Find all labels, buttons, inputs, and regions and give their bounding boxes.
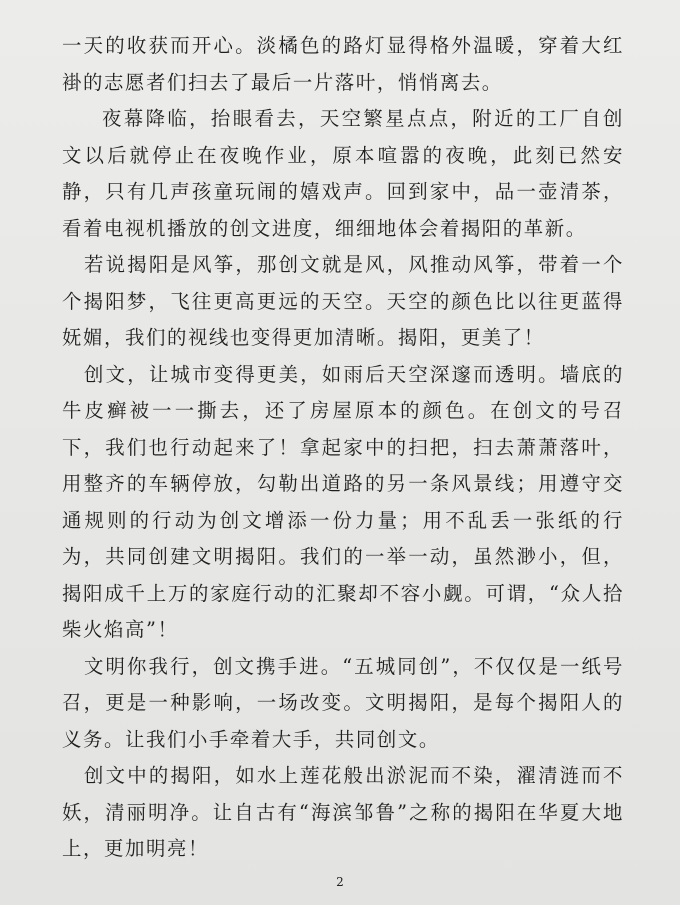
paragraph-5: 文明你我行，创文携手进。“五城同创”，不仅仅是一纸号召，更是一种影响，一场改变。文明揭阳，是每个揭阳人的义务。让我们小手牵着大手，共同创文。 <box>62 654 624 751</box>
paragraph-1: 一天的收获而开心。淡橘色的路灯显得格外温暖，穿着大红褂的志愿者们扫去了最后一片落叶，悄悄离去。 <box>62 34 624 94</box>
paragraph-2: 夜幕降临，抬眼看去，天空繁星点点，附近的工厂自创文以后就停止在夜晚作业，原本喧嚣的夜晚，此刻已然安静，只有几声孩童玩闹的嬉戏声。回到家中，品一壶清茶，看着电视机播放的创文进度，细细地体会着揭阳的革新。 <box>62 107 624 240</box>
paragraph-4: 创文，让城市变得更美，如雨后天空深邃而透明。墙底的牛皮癣被一一撕去，还了房屋原本的颜色。在创文的号召下，我们也行动起来了！拿起家中的扫把，扫去萧萧落叶，用整齐的车辆停放，勾勒出道路的另一条风景线；用遵守交通规则的行动为创文增添一份力量；用不乱丢一张纸的行为，共同创建文明揭阳。我们的一举一动，虽然渺小，但，揭阳成千上万的家庭行动的汇聚却不容小觑。可谓，“众人拾柴火焰高”！ <box>62 362 624 641</box>
paragraph-6: 创文中的揭阳，如水上莲花般出淤泥而不染，濯清涟而不妖，清丽明净。让自古有“海滨邹鲁”之称的揭阳在华夏大地上，更加明亮！ <box>62 764 624 860</box>
document-body <box>62 28 624 868</box>
paragraph-3: 若说揭阳是风筝，那创文就是风，风推动风筝，带着一个个揭阳梦，飞往更高更远的天空。天空的颜色比以往更蓝得妩媚，我们的视线也变得更加清晰。揭阳，更美了！ <box>62 253 624 349</box>
page-number: 2 <box>336 875 344 889</box>
